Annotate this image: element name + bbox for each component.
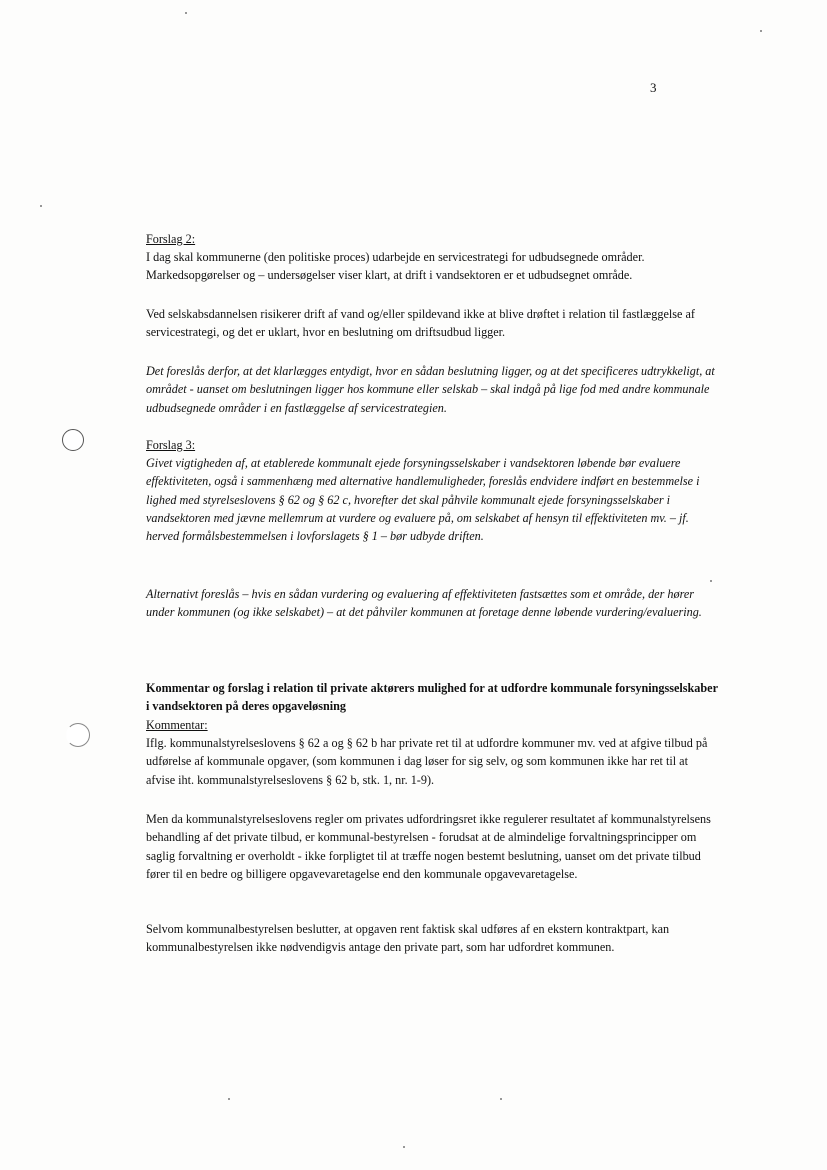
scan-speck xyxy=(185,12,187,14)
forslag2-paragraph-1: I dag skal kommunerne (den politiske proces) udarbejde en servicestrategi for udbudsegnede områder. Markedsopgørelser og – undersøgelser viser klart, at drift i vandsektoren er et udbudsegnet område. xyxy=(146,250,645,283)
scan-speck xyxy=(500,1098,502,1100)
punch-hole-bottom xyxy=(66,723,90,747)
scan-speck xyxy=(403,1146,405,1148)
forslag2-paragraph-2: Ved selskabsdannelsen risikerer drift af vand og/eller spildevand ikke at blive drøftet i relation til fastlæggelse af servicestrategi, og det er uklart, hvor en beslutning om driftsudbud ligger. xyxy=(146,307,695,340)
kommentar-paragraph-2: Men da kommunalstyrelseslovens regler om privates udfordringsret ikke regulerer resultatet af kommunalstyrelsens behandling af det private tilbud, er kommunal-bestyrelsen - forudsat at de almindelige forvaltningsprincipper om saglig forvaltning er overholdt - ikke forpligtet til at træffe nogen bestemt beslutning, uanset om det private tilbud fører til en bedre og billigere opgavevaretagelse end den kommunale opgavevaretagelse. xyxy=(146,812,711,881)
kommentar-paragraph-3: Selvom kommunalbestyrelsen beslutter, at opgaven rent faktisk skal udføres af en ekstern kontraktpart, kan kommunalbestyrelsen ikke nødvendigvis antage den private part, som har udfordret kommunen. xyxy=(146,922,670,955)
scan-speck xyxy=(228,1098,230,1100)
forslag3-alternative: Alternativt foreslås – hvis en sådan vurdering og evaluering af effektiviteten fastsættes som et område, der hører under kommunen (og ikke selskabet) – at det påhviler kommunen at foretage denne løbende vurdering/evaluering. xyxy=(146,587,702,620)
scan-speck xyxy=(710,580,712,582)
kommentar-paragraph-1: Iflg. kommunalstyrelseslovens § 62 a og § 62 b har private ret til at udfordre kommuner mv. ved at afgive tilbud på udførelse af kommunale opgaver, (som kommunen i dag løser for sig selv, og som kommunen ikke har ret til at afvise iht. kommunalstyrelseslovens § 62 b, stk. 1, nr. 1-9). xyxy=(146,736,708,787)
scan-speck xyxy=(40,205,42,207)
page-number: 3 xyxy=(650,80,657,95)
kommentar-heading: Kommentar: xyxy=(146,718,208,732)
forslag2-heading: Forslag 2: xyxy=(146,232,196,246)
forslag3-heading: Forslag 3: xyxy=(146,438,196,452)
section-heading: Kommentar og forslag i relation til private aktørers mulighed for at udfordre kommunale forsyningsselskaber i vandsektoren på deres opgaveløsning xyxy=(146,681,718,714)
forslag2-proposal: Det foreslås derfor, at det klarlægges entydigt, hvor en sådan beslutning ligger, og at det specificeres udtrykkeligt, at området - uanset om beslutningen ligger hos kommune eller selskab – skal indgå på lige fod med andre kommunale udbudsegnede områder i en fastlæggelse af servicestrategien. xyxy=(146,364,715,415)
scan-speck xyxy=(760,30,762,32)
punch-hole-top xyxy=(62,429,84,451)
forslag3-proposal: Givet vigtigheden af, at etablerede kommunalt ejede forsyningsselskaber i vandsektoren løbende bør evaluere effektiviteten, også i sammenhæng med alternative handlemuligheder, foreslås endvidere indført en bestemmelse i lighed med styrelseslovens § 62 og § 62 c, hvorefter det skal påhvile kommunalt ejede forsyningsselskaber i vandsektoren med jævne mellemrum at vurdere og evaluere på, om selskabet af hensyn til effektiviteten mv. – jf. herved formålsbestemmelsen i lovforslagets § 1 – bør udbyde driften. xyxy=(146,456,700,544)
